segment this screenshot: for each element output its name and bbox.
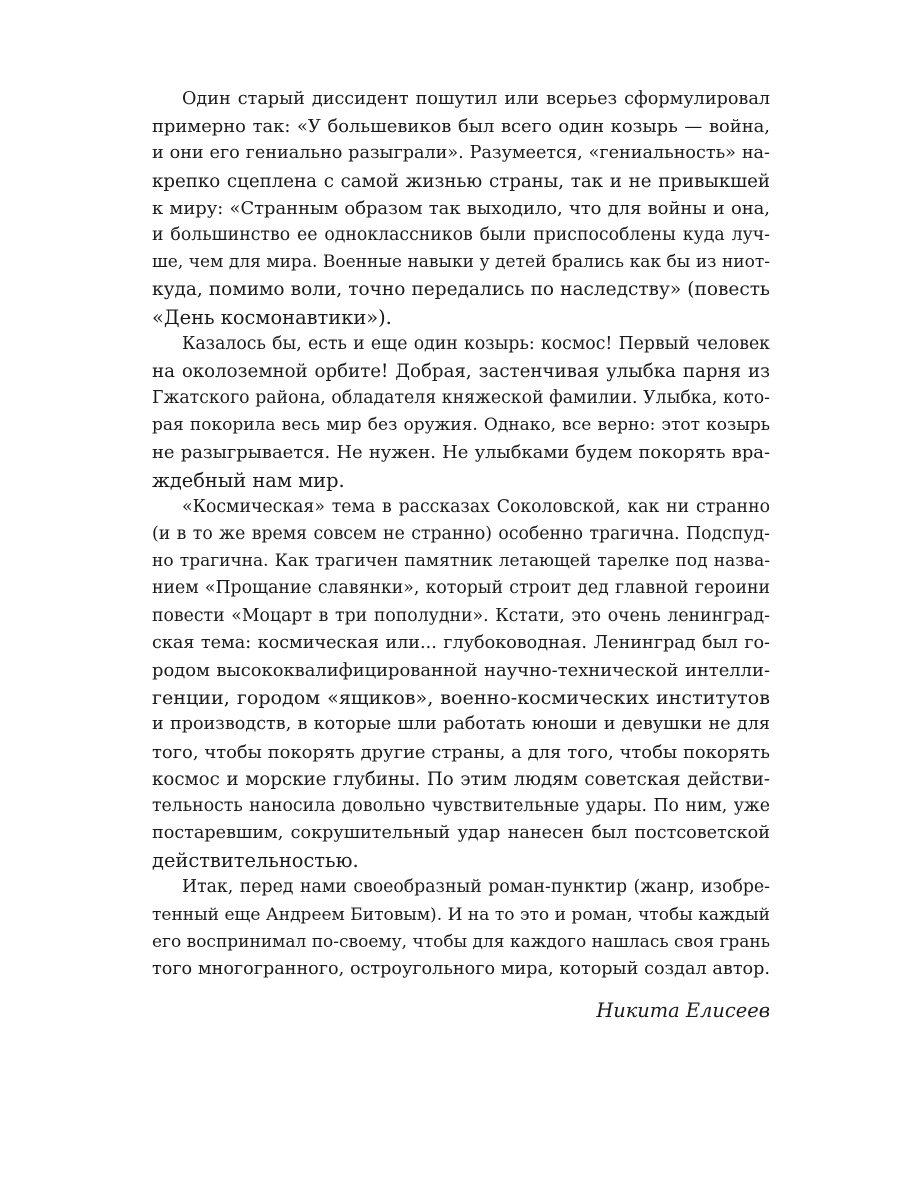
paragraph-2 [152,331,770,494]
text-line: не разыгрывается. Не нужен. Не улыбками будем покорять вра- [152,442,770,464]
text-line: генции, городом «ящиков», военно-космических институтов [152,686,770,710]
text-line: «День космонавтики»). [152,305,392,329]
text-line: того многогранного, остроугольного мира, который создал автор. [152,959,770,979]
text-line: космос и морские глубины. По этим людям советская действи- [152,768,770,790]
paragraph-4 [152,874,770,983]
text-line: нием «Прощание славянки», который строит дед главной героини [152,578,770,599]
paragraph-3 [152,494,770,875]
page-text-body [152,86,770,1024]
text-line: ская тема: космическая или... глубоководная. Ленинград был го- [152,632,770,653]
text-line: и производств, в которые шли работать юноши и девушки не для [152,714,770,735]
text-line: родом высококвалифицированной научно-технической интелли- [152,659,770,681]
text-line: постаревшим, сокрушительный удар нанесен был постсоветской [152,823,770,844]
text-line: на околоземной орбите! Добрая, застенчивая улыбка парня из [152,360,770,382]
text-line: Один старый диссидент пошутил или всерьез сформулировал [182,89,770,109]
text-line: (и в то же время совсем не странно) особенно трагична. Подспуд- [152,524,770,544]
text-line: «Космическая» тема в рассказах Соколовской, как ни странно [182,496,770,517]
text-line: куда, помимо воли, точно передались по наследству» (повесть [152,279,770,301]
text-line: к миру: «Странным образом так выходило, что для войны и она, [152,197,770,219]
text-line: того, чтобы покорять другие страны, а для того, чтобы покорять [152,741,770,763]
text-line: ше, чем для мира. Военные навыки у детей брались как бы из ниот- [152,252,770,273]
text-line: примерно так: «У большевиков был всего один козырь — война, [152,116,770,138]
paragraph-1 [152,86,770,331]
text-line: повести «Моцарт в три пополудни». Кстати, это очень ленинград- [152,605,770,626]
text-line: Гжатского района, обладателя княжеской фамилии. Улыбка, кото- [152,388,770,409]
text-line: тельность наносила довольно чувствительные удары. По ним, уже [152,795,770,816]
text-line: рая покорила весь мир без оружия. Однако, все верно: этот козырь [152,415,770,436]
text-line: действительностью. [152,849,359,873]
text-line: тенный еще Андреем Битовым). И на то это и роман, чтобы каждый [152,904,770,925]
text-line: ждебный нам мир. [152,468,345,492]
text-line: и они его гениально разыграли». Разумеется, «гениальность» на- [152,143,770,164]
text-line: но трагична. Как трагичен памятник летающей тарелке под назва- [152,551,770,572]
author-signature: Никита Елисеев [596,999,770,1023]
text-line: Итак, перед нами своеобразный роман-пунктир (жанр, изобре- [182,877,770,898]
text-line: его воспринимал по-своему, чтобы для каждого нашлась своя грань [152,931,770,952]
text-line: крепко сцеплена с самой жизнью страны, так и не привыкшей [152,170,770,192]
text-line: и большинство ее одноклассников были приспособлены куда луч- [152,224,770,245]
text-line: Казалось бы, есть и еще один козырь: космос! Первый человек [182,333,770,354]
